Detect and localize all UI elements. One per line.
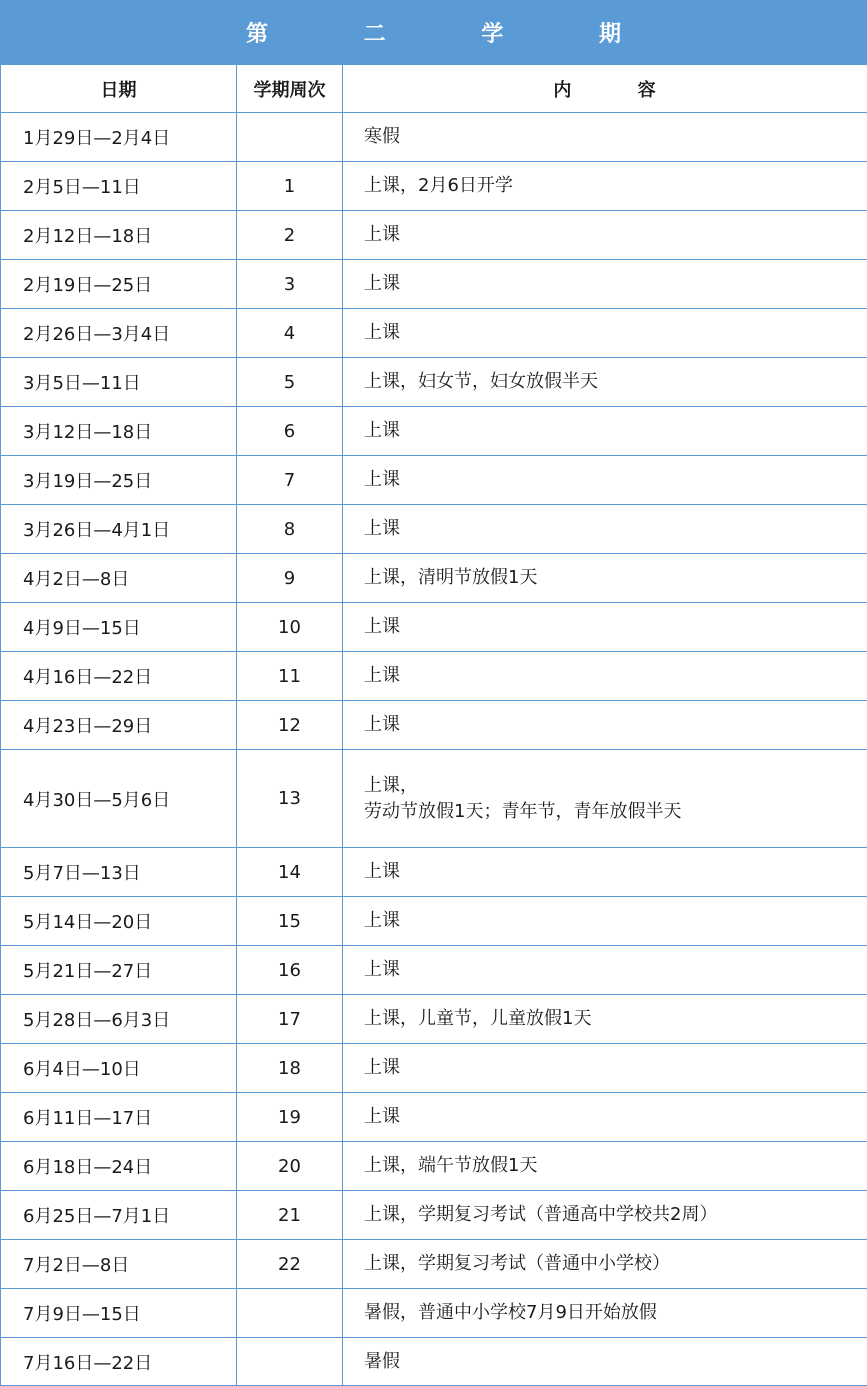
cell-week: 1 <box>237 162 343 211</box>
table-row <box>1 1240 867 1289</box>
table-row <box>1 505 867 554</box>
cell-week: 15 <box>237 897 343 946</box>
cell-content-line: 上课 <box>364 273 400 294</box>
cell-content-line: 上课，端午节放假1天 <box>364 1155 538 1176</box>
cell-content <box>343 113 867 162</box>
cell-week: 12 <box>237 701 343 750</box>
table-row <box>1 1338 867 1386</box>
table-row <box>1 946 867 995</box>
cell-content-line: 暑假，普通中小学校7月9日开始放假 <box>364 1302 657 1323</box>
cell-content-line: 上课，2月6日开学 <box>364 175 513 196</box>
cell-week: 10 <box>237 603 343 652</box>
table-row <box>1 1093 867 1142</box>
cell-content-line: 上课 <box>364 1106 400 1127</box>
cell-content <box>343 603 867 652</box>
cell-content <box>343 897 867 946</box>
cell-date: 6月4日—10日 <box>1 1044 237 1093</box>
cell-content-line: 上课 <box>364 518 400 539</box>
cell-date: 5月14日—20日 <box>1 897 237 946</box>
table-row <box>1 1044 867 1093</box>
table-body <box>1 113 867 1386</box>
cell-date: 3月5日—11日 <box>1 358 237 407</box>
cell-content <box>343 701 867 750</box>
cell-week: 13 <box>237 750 343 848</box>
cell-week: 18 <box>237 1044 343 1093</box>
cell-content-line: 上课 <box>364 420 400 441</box>
header-week: 学期周次 <box>237 65 343 113</box>
cell-date: 2月5日—11日 <box>1 162 237 211</box>
cell-content-line: 上课 <box>364 959 400 980</box>
cell-week: 8 <box>237 505 343 554</box>
cell-content-line: 上课 <box>364 665 400 686</box>
cell-content-line: 寒假 <box>364 126 400 147</box>
cell-content-line: 上课 <box>364 861 400 882</box>
cell-date: 4月30日—5月6日 <box>1 750 237 848</box>
cell-date: 3月26日—4月1日 <box>1 505 237 554</box>
cell-content-line: 暑假 <box>364 1350 400 1372</box>
cell-content <box>343 750 867 848</box>
cell-date: 7月16日—22日 <box>1 1338 237 1386</box>
table-row <box>1 701 867 750</box>
table-row <box>1 113 867 162</box>
cell-date: 6月25日—7月1日 <box>1 1191 237 1240</box>
cell-week: 14 <box>237 848 343 897</box>
cell-content-line: 劳动节放假1天；青年节，青年放假半天 <box>364 800 682 822</box>
cell-content <box>343 358 867 407</box>
cell-week <box>237 1338 343 1386</box>
table-header-row <box>1 65 867 113</box>
header-content: 内 容 <box>343 65 867 113</box>
cell-content-line: 上课，学期复习考试（普通中小学校） <box>364 1253 670 1274</box>
table-row <box>1 554 867 603</box>
cell-content-line: 上课 <box>364 714 400 735</box>
cell-content-line: 上课 <box>364 616 400 637</box>
cell-week: 3 <box>237 260 343 309</box>
table-row <box>1 358 867 407</box>
cell-content <box>343 1338 867 1386</box>
cell-content <box>343 554 867 603</box>
cell-content <box>343 505 867 554</box>
cell-week: 7 <box>237 456 343 505</box>
cell-content-line: 上课 <box>364 469 400 490</box>
table-row <box>1 407 867 456</box>
table-row <box>1 260 867 309</box>
table-row <box>1 897 867 946</box>
cell-week: 21 <box>237 1191 343 1240</box>
cell-content <box>343 407 867 456</box>
cell-date: 4月2日—8日 <box>1 554 237 603</box>
cell-content <box>343 1289 867 1338</box>
cell-content-line: 上课 <box>364 322 400 343</box>
cell-week: 2 <box>237 211 343 260</box>
cell-content <box>343 848 867 897</box>
cell-week: 19 <box>237 1093 343 1142</box>
table-row <box>1 652 867 701</box>
table-row <box>1 211 867 260</box>
cell-date: 3月19日—25日 <box>1 456 237 505</box>
cell-week: 17 <box>237 995 343 1044</box>
cell-date: 5月28日—6月3日 <box>1 995 237 1044</box>
table-row <box>1 750 867 848</box>
cell-date: 5月21日—27日 <box>1 946 237 995</box>
cell-content <box>343 162 867 211</box>
cell-week: 16 <box>237 946 343 995</box>
cell-week: 20 <box>237 1142 343 1191</box>
cell-week: 6 <box>237 407 343 456</box>
cell-content <box>343 260 867 309</box>
cell-date: 4月16日—22日 <box>1 652 237 701</box>
table-row <box>1 162 867 211</box>
cell-content-line: 上课，妇女节，妇女放假半天 <box>364 371 598 392</box>
table-row <box>1 1191 867 1240</box>
header-date: 日期 <box>1 65 237 113</box>
cell-content <box>343 211 867 260</box>
cell-content <box>343 946 867 995</box>
cell-date: 2月12日—18日 <box>1 211 237 260</box>
cell-content-line: 上课，儿童节，儿童放假1天 <box>364 1008 592 1029</box>
cell-content-line: 上课，清明节放假1天 <box>364 567 538 588</box>
cell-date: 7月2日—8日 <box>1 1240 237 1289</box>
table-row <box>1 848 867 897</box>
cell-week <box>237 1289 343 1338</box>
cell-week: 5 <box>237 358 343 407</box>
cell-content <box>343 1142 867 1191</box>
cell-date: 4月23日—29日 <box>1 701 237 750</box>
cell-content-line: 上课，学期复习考试（普通高中学校共2周） <box>364 1204 718 1225</box>
table-row <box>1 603 867 652</box>
cell-content <box>343 652 867 701</box>
cell-content <box>343 456 867 505</box>
cell-content-line: 上课， <box>364 774 418 796</box>
cell-date: 3月12日—18日 <box>1 407 237 456</box>
semester-schedule-table <box>0 64 867 1386</box>
cell-date: 2月26日—3月4日 <box>1 309 237 358</box>
cell-date: 1月29日—2月4日 <box>1 113 237 162</box>
cell-content <box>343 309 867 358</box>
cell-content-line: 上课 <box>364 1057 400 1078</box>
table-row <box>1 1289 867 1338</box>
cell-content-line: 上课 <box>364 910 400 931</box>
cell-date: 6月18日—24日 <box>1 1142 237 1191</box>
table-row <box>1 456 867 505</box>
cell-content <box>343 1093 867 1142</box>
table-row <box>1 995 867 1044</box>
table-row <box>1 1142 867 1191</box>
cell-content <box>343 1191 867 1240</box>
cell-week: 4 <box>237 309 343 358</box>
cell-week: 11 <box>237 652 343 701</box>
semester-title: 第 二 学 期 <box>0 0 867 64</box>
cell-date: 5月7日—13日 <box>1 848 237 897</box>
cell-week <box>237 113 343 162</box>
cell-content-line: 上课 <box>364 224 400 245</box>
cell-date: 2月19日—25日 <box>1 260 237 309</box>
cell-date: 7月9日—15日 <box>1 1289 237 1338</box>
cell-week: 22 <box>237 1240 343 1289</box>
cell-week: 9 <box>237 554 343 603</box>
cell-content <box>343 1044 867 1093</box>
table-row <box>1 309 867 358</box>
cell-content <box>343 1240 867 1289</box>
cell-content <box>343 995 867 1044</box>
cell-date: 6月11日—17日 <box>1 1093 237 1142</box>
cell-date: 4月9日—15日 <box>1 603 237 652</box>
